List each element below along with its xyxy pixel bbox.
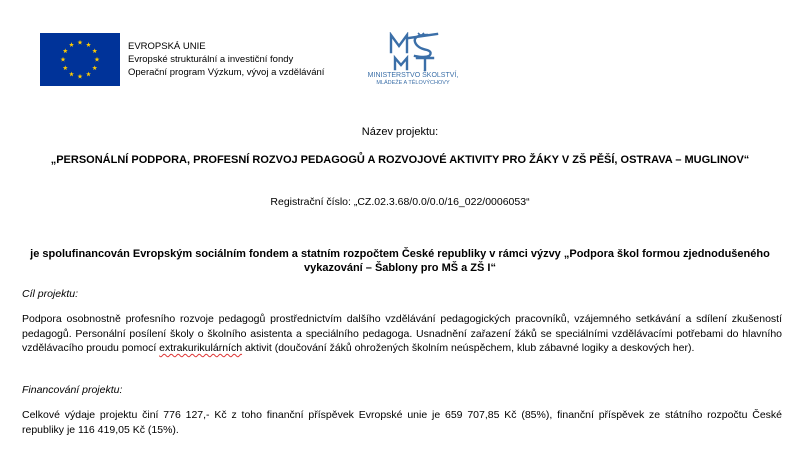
eu-line-2: Evropské strukturální a investiční fondy [128, 54, 294, 65]
logo-header [0, 0, 800, 110]
msmt-line-2: MLÁDEŽE A TĚLOVÝCHOVY [376, 80, 450, 86]
goal-text-part-2: aktivit (doučování žáků ohrožených školním neúspěchem, klub zábavné logiky a deskových her). [242, 342, 695, 354]
msmt-logo [358, 32, 468, 94]
spellcheck-marked-word: extrakurikulárních [159, 342, 243, 354]
msmt-caption [358, 72, 468, 87]
eu-text [128, 40, 324, 79]
goal-text [22, 312, 782, 356]
project-name-label: Název projektu: [361, 126, 439, 138]
goal-text-part-1: Podpora osobnostně profesního rozvoje pedagogů prostřednictvím dalšího vzdělávání pedagogických pracovníků, vzájemného setkávání a sdílení zkušeností pedagogů. Personální posílení školy o školního asistenta a speciálního pedagoga. Usnadnění zařazení žáků se speciálními vzdělávacími potřebami do hlavního vzdělávacího proudu pomocí [22, 313, 782, 354]
financing-heading: Financování projektu: [22, 384, 123, 396]
registration-number: Registrační číslo: „CZ.02.3.68/0.0/0.0/16_022/0006053“ [270, 196, 530, 208]
eu-line-3: Operační program Výzkum, vývoj a vzdělávání [128, 67, 325, 78]
goal-heading: Cíl projektu: [22, 288, 79, 300]
financing-text: Celkové výdaje projektu činí 776 127,- Kč z toho finanční příspěvek Evropské unie je 659 707,85 Kč (85%), finanční příspěvek ze státního rozpočtu České republiky je 116 419,05 Kč (15%). [22, 409, 782, 436]
cofinancing-statement: je spolufinancován Evropským sociálním fondem a statním rozpočtem České republiky v rámci výzvy „Podpora škol formou zjednodušeného vykazování – Šablony pro MŠ a ZŠ I“ [30, 248, 770, 274]
msmt-emblem-icon [387, 32, 439, 72]
eu-flag-logo [40, 33, 120, 86]
msmt-line-1: MINISTERSTVO ŠKOLSTVÍ, [367, 72, 459, 79]
eu-line-1: EVROPSKÁ UNIE [128, 41, 206, 52]
project-title: „PERSONÁLNÍ PODPORA, PROFESNÍ ROZVOJ PEDAGOGŮ A ROZVOJOVÉ AKTIVITY PRO ŽÁKY V ZŠ PĚŠÍ, OSTRAVA – MUGLINOV“ [50, 154, 750, 166]
